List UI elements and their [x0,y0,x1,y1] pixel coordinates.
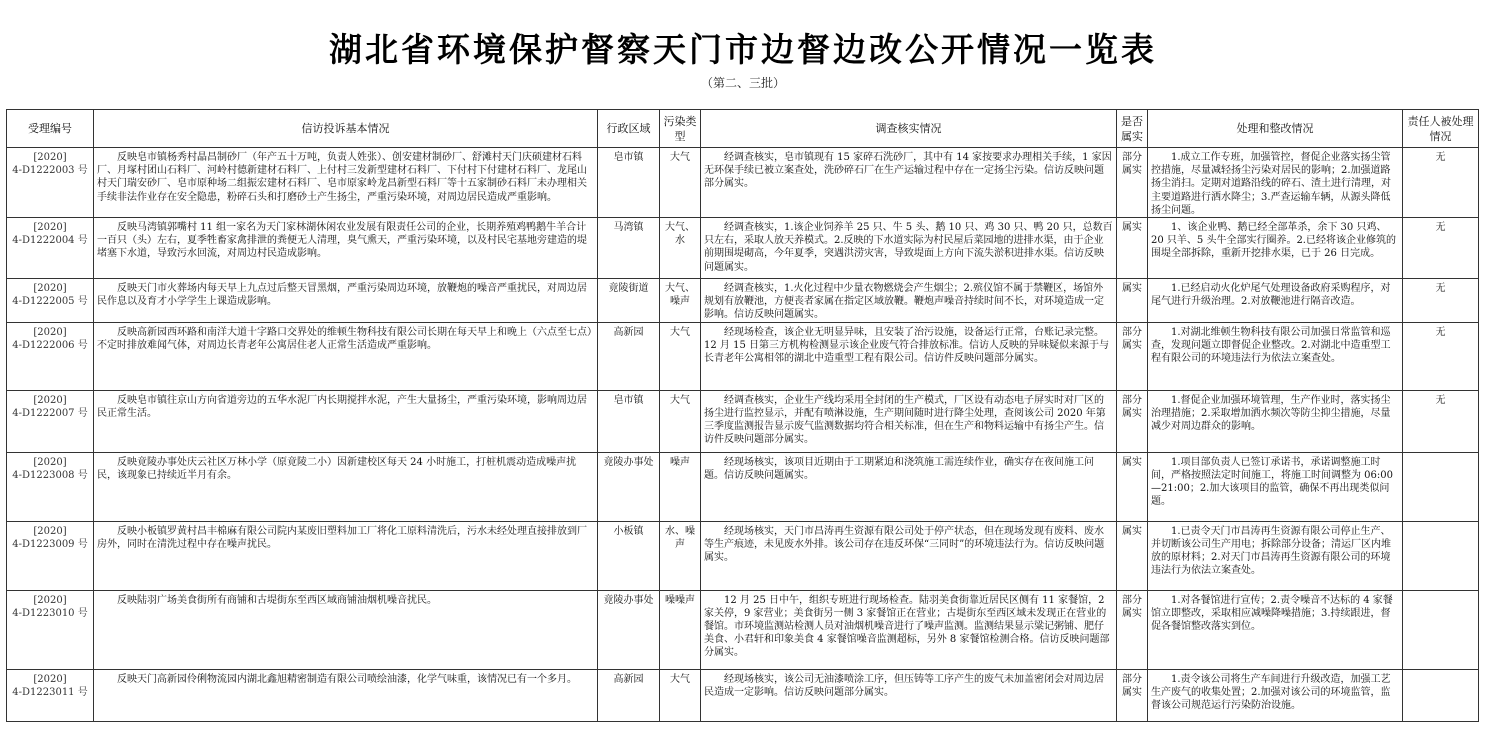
cell-resolution: 1、该企业鸭、鹅已经全部革杀，余下 30 只鸡、20 只羊、5 头牛全部实行圈养。2.已经将该企业修筑的围堤全部拆除，重新开挖排水渠，已于 26 日完成。 [1148,218,1403,279]
cell-id-year: [2020] [33,525,67,537]
cell-id-code: 4-D1223011 号 [12,686,88,698]
cell-investigation: 经现场核实，天门市昌涛再生资源有限公司处于停产状态，但在现场发现有废料、废水等生产痕迹，未见废水外排。该公司存在违反环保“三同时”的环境违法行为。信访反映问题属实。 [701,521,1117,590]
cell-id [7,279,94,323]
cell-id [7,452,94,521]
table-row [7,590,1479,669]
cell-id [7,669,94,721]
cell-resolution: 1.项目部负责人已签订承诺书，承诺调整施工时间，严格按照法定时间施工，将施工时间调整为 06:00—21:00；2.加大该项目的监管，确保不再出现类似问题。 [1148,452,1403,521]
cell-id-year: [2020] [33,394,67,406]
cell-pollution-type: 大气 [660,669,701,721]
cell-is-true: 部分属实 [1117,148,1148,218]
cell-id-year: [2020] [33,326,67,338]
petition-table [6,109,1479,722]
header-description: 信访投诉基本情况 [94,110,598,148]
cell-responsible [1403,452,1479,521]
table-row [7,322,1479,390]
table-row [7,390,1479,452]
cell-is-true: 属实 [1117,279,1148,323]
cell-id-code: 4-D1222004 号 [12,235,88,247]
cell-is-true: 部分属实 [1117,590,1148,669]
cell-description: 反映天门高新园伶俐物流园内湖北鑫旭精密制造有限公司喷绘油漆，化学气味重，该情况已有一个多月。 [94,669,598,721]
cell-id-code: 4-D1223008 号 [12,469,88,481]
cell-pollution-type: 大气 [660,148,701,218]
cell-id [7,148,94,218]
cell-pollution-type: 大气、水 [660,218,701,279]
cell-area: 马湾镇 [598,218,660,279]
cell-area: 皂市镇 [598,148,660,218]
cell-investigation: 经调查核实，企业生产线均采用全封闭的生产模式，厂区设有动态电子屏实时对厂区的扬尘进行监控显示，并配有喷淋设施，生产期间随时进行降尘处理，查阅该公司 2020 年第三季度监测报告显示废气监测数据均符合相关标准，但在生产和物料运输中有扬尘产生。信访件反映问题部分属实。 [701,390,1117,452]
cell-id-code: 4-D1222005 号 [12,296,88,308]
cell-id-code: 4-D1223009 号 [12,538,88,550]
table-row [7,521,1479,590]
cell-investigation: 12 月 25 日中午，组织专班进行现场检查。陆羽美食街靠近居民区侧有 11 家餐馆，2 家关停，9 家营业；美食街另一侧 3 家餐馆正在营业；古堤街东至西区域未发现正在营业的餐馆。市环境监测站检测人员对油烟机噪音进行了噪声监测。监测结果显示粱记粥铺、肥仔美食、小君轩和印象美食 4 家餐馆噪音监测超标，另外 8 家餐馆检测合格。信访反映问题部分属实。 [701,590,1117,669]
cell-resolution: 1.对湖北维顿生物科技有限公司加强日常监管和巡查，发现问题立即督促企业整改。2.对湖北中造重型工程有限公司的环境违法行为依法立案查处。 [1148,322,1403,390]
table-row [7,669,1479,721]
cell-responsible: 无 [1403,322,1479,390]
cell-id-code: 4-D1223010 号 [12,607,88,619]
cell-is-true: 属实 [1117,218,1148,279]
cell-is-true: 部分属实 [1117,322,1148,390]
cell-area: 皂市镇 [598,390,660,452]
cell-responsible [1403,521,1479,590]
table-body [7,148,1479,722]
cell-resolution: 1.责令该公司将生产车间进行升级改造，加强工艺生产废气的收集处置；2.加强对该公司的环境监管，监督该公司规范运行污染防治设施。 [1148,669,1403,721]
header-investigation: 调查核实情况 [701,110,1117,148]
cell-description: 反映马湾镇郭嘴村 11 组一家名为天门家林湖休闲农业发展有限责任公司的企业，长期养殖鸡鸭鹅牛羊合计一百只（头）左右，夏季牲畜家禽排泄的粪便无人清理，臭气熏天，严重污染环境，以及村民宅基地旁建造的堤堵塞下水道，导致污水回流，对周边村民造成影响。 [94,218,598,279]
cell-id-year: [2020] [33,456,67,468]
cell-investigation: 经调查核实，皂市镇现有 15 家碎石洗砂厂，其中有 14 家按要求办理相关手续，1 家因无环保手续已被立案查处，洗砂碎石厂在生产运输过程中存在一定扬尘污染。信访反映问题部分属实。 [701,148,1117,218]
table-row [7,452,1479,521]
cell-area: 竟陵街道 [598,279,660,323]
table-row [7,218,1479,279]
cell-description: 反映陆羽广场美食街所有商铺和古堤街东至西区域商铺油烟机噪音扰民。 [94,590,598,669]
cell-pollution-type: 水、噪声 [660,521,701,590]
cell-area: 小板镇 [598,521,660,590]
cell-id-year: [2020] [33,283,67,295]
cell-is-true: 属实 [1117,521,1148,590]
header-pollution-type: 污染类型 [660,110,701,148]
cell-id-code: 4-D1222007 号 [12,407,88,419]
cell-id [7,322,94,390]
header-area: 行政区域 [598,110,660,148]
cell-pollution-type: 噪声 [660,452,701,521]
table-row [7,148,1479,218]
cell-responsible [1403,669,1479,721]
header-is-true: 是否属实 [1117,110,1148,148]
cell-id [7,218,94,279]
cell-description: 反映天门市火葬场内每天早上九点过后整天冒黑烟，严重污染周边环境，放鞭炮的噪音严重扰民，对周边居民作息以及育才小学学生上课造成影响。 [94,279,598,323]
cell-id [7,521,94,590]
cell-resolution: 1.督促企业加强环境管理，生产作业时，落实扬尘治理措施；2.采取增加洒水频次等防尘抑尘措施，尽量减少对周边群众的影响。 [1148,390,1403,452]
cell-investigation: 经现场核实，该公司无油漆喷涂工序，但压铸等工序产生的废气未加盖密闭会对周边居民造成一定影响。信访反映问题部分属实。 [701,669,1117,721]
cell-pollution-type: 大气、噪声 [660,279,701,323]
cell-id-year: [2020] [33,152,67,163]
cell-area: 竟陵办事处 [598,590,660,669]
cell-resolution: 1.对各餐馆进行宣传；2.责令噪音不达标的 4 家餐馆立即整改，采取相应减噪降噪措施；3.持续跟进，督促各餐馆整改落实到位。 [1148,590,1403,669]
cell-description: 反映竟陵办事处庆云社区万林小学（原竟陵二小）因新建校区每天 24 小时施工，打桩机震动造成噪声扰民，该现象已持续近半月有余。 [94,452,598,521]
cell-responsible [1403,590,1479,669]
cell-investigation: 经现场检查，该企业无明显异味，且安装了治污设施，设备运行正常，台账记录完整。12 月 15 日第三方机构检测显示该企业废气符合排放标准。信访人反映的异味疑似来源于与长青老年公寓相邻的湖北中造重型工程有限公司。信访件反映问题部分属实。 [701,322,1117,390]
cell-responsible: 无 [1403,279,1479,323]
table-header-row [7,110,1479,148]
cell-is-true: 部分属实 [1117,669,1148,721]
cell-area: 高新园 [598,669,660,721]
cell-description: 反映小板镇罗黄村昌丰棉麻有限公司院内某废旧塑料加工厂将化工原料清洗后，污水未经处理直接排放到厂房外，同时在清洗过程中存在噪声扰民。 [94,521,598,590]
cell-description: 反映皂市镇杨秀村晶昌制砂厂（年产五十万吨，负责人姓张）、创安建材制砂厂、舒滩村天门庆硕建材石料厂、月塚村团山石料厂、河岭村德新建材石料厂、上付村三发新型建材石料厂、下付村下付建材石料厂、龙尾山村天门瑞安砂厂、皂市原种场二组振宏建材石料厂、皂市原家岭龙昌新型石料厂等十五家制砂石料厂未办理相关手续非法作业存在安全隐患，粉碎石头和打磨砂土产生扬尘，严重污染环境，对周边居民造成严重影响。 [94,148,598,218]
cell-description: 反映高新园西环路和南洋大道十字路口交界处的维顿生物科技有限公司长期在每天早上和晚上（六点至七点）不定时排放难闻气体，对周边长青老年公寓居住老人正常生活造成严重影响。 [94,322,598,390]
cell-pollution-type: 大气 [660,322,701,390]
cell-id [7,390,94,452]
header-responsible: 责任人被处理情况 [1403,110,1479,148]
cell-id-code: 4-D1222003 号 [12,165,88,177]
cell-id-year: [2020] [33,673,67,685]
cell-investigation: 经现场核实，该项目近期由于工期紧迫和浇筑施工需连续作业，确实存在夜间施工问题。信访反映问题属实。 [701,452,1117,521]
header-resolution: 处理和整改情况 [1148,110,1403,148]
document-title: 湖北省环境保护督察天门市边督边改公开情况一览表 [329,30,1157,69]
document-subtitle: （第二、三批） [700,76,785,90]
cell-resolution: 1.已经启动火化炉尾气处理设备政府采购程序，对尾气进行升级治理。2.对放鞭池进行隔音改造。 [1148,279,1403,323]
cell-is-true: 部分属实 [1117,390,1148,452]
cell-id-year: [2020] [33,594,67,606]
cell-pollution-type: 大气 [660,390,701,452]
table-row [7,279,1479,323]
cell-id [7,590,94,669]
cell-resolution: 1.已责令天门市昌涛再生资源有限公司停止生产、并切断该公司生产用电；拆除部分设备；清运厂区内堆放的原材料；2.对天门市昌涛再生资源有限公司的环境违法行为依法立案查处。 [1148,521,1403,590]
cell-responsible: 无 [1403,148,1479,218]
header-id: 受理编号 [7,110,94,148]
cell-responsible: 无 [1403,390,1479,452]
cell-responsible: 无 [1403,218,1479,279]
cell-investigation: 经调查核实，1.火化过程中少量衣物燃烧会产生烟尘；2.殡仪馆不属于禁鞭区，场馆外规划有放鞭池，方便丧者家属在指定区域放鞭。鞭炮声噪音持续时间不长，对环境造成一定影响。信访反映问题属实。 [701,279,1117,323]
cell-description: 反映皂市镇往京山方向省道旁边的五华水泥厂内长期搅拌水泥，产生大量扬尘，严重污染环境，影响周边居民正常生活。 [94,390,598,452]
cell-is-true: 属实 [1117,452,1148,521]
cell-id-code: 4-D1222006 号 [12,339,88,351]
cell-pollution-type: 噪噪声 [660,590,701,669]
cell-investigation: 经调查核实，1.该企业饲养羊 25 只、牛 5 头、鹅 10 只、鸡 30 只、鸭 20 只，总数百只左右，采取人放天养模式。2.反映的下水道实际为村民屋后菜园地的进排水渠，由于企业前期围堤砌高，今年夏季，突遇洪涝灾害，导致堤面上方向下流失淤积进排水渠。信访反映问题属实。 [701,218,1117,279]
cell-area: 竟陵办事处 [598,452,660,521]
cell-resolution: 1.成立工作专班，加强管控，督促企业落实扬尘管控措施，尽量减轻扬尘污染对居民的影响；2.加强道路扬尘消扫。定期对道路沿线的碎石、渣土进行清理，对主要道路进行洒水降尘；3.严查运输车辆，从源头降低扬尘问题。 [1148,148,1403,218]
cell-area: 高新园 [598,322,660,390]
cell-id-year: [2020] [33,222,67,234]
